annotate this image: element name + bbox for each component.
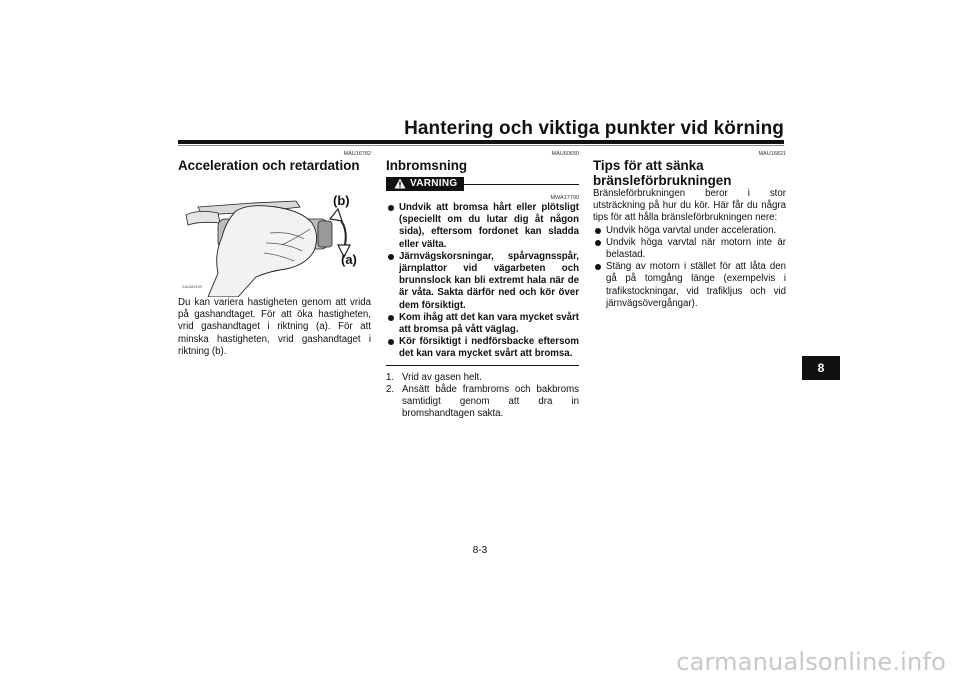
column-fuel-tips <box>593 150 786 310</box>
figure-code: ZAUM4199 <box>182 284 203 289</box>
header-rule-thin <box>178 145 784 146</box>
header-rule <box>178 140 784 144</box>
section-heading-braking: Inbromsning <box>386 158 468 173</box>
list-item: 1. Vrid av gasen helt. <box>386 371 482 383</box>
list-item: Undvik höga varvtal under acceleration. <box>593 225 786 237</box>
warning-code: MWA17790 <box>550 195 579 201</box>
section-code: MAU60650 <box>551 151 579 157</box>
bullet-icon <box>388 205 394 211</box>
acceleration-text: Du kan variera hastigheten genom att vrida på gashandtaget. För att öka hastigheten, vrid gashandtaget i riktning (a). För att minska hastigheten, vrid gashandtaget i riktning (b). <box>178 297 371 357</box>
bullet-icon <box>595 240 601 246</box>
section-heading-acceleration: Acceleration och retardation <box>178 158 360 173</box>
list-item: Undvik höga varvtal när motorn inte är belastad. <box>593 237 786 261</box>
list-item: Järnvägskorsningar, spårvagnsspår, järnplattor vid vägarbeten och brunnslock kan bli extremt hala när de är våta. Sakta därför ned och kör över dem försiktigt. <box>386 251 579 312</box>
bullet-icon <box>388 254 394 260</box>
bullet-icon <box>595 264 601 270</box>
warning-triangle-icon <box>394 178 406 189</box>
watermark: carmanualsonline.info <box>676 648 946 676</box>
list-item: Kör försiktigt i nedförsbacke eftersom det kan vara mycket svårt att bromsa. <box>386 336 579 360</box>
chapter-tab: 8 <box>802 356 840 380</box>
throttle-illustration <box>178 185 371 297</box>
bullet-icon <box>388 315 394 321</box>
column-acceleration <box>178 150 371 358</box>
section-code: MAU16782 <box>343 151 371 157</box>
warning-label: VARNING <box>410 178 458 189</box>
section-heading-fuel: Tips för att sänka bränsleförbrukningen <box>593 158 732 188</box>
list-item: 2. Ansätt både frambroms och bakbroms samtidigt genom att dra in bromshandtagen sakta. <box>386 383 579 420</box>
direction-label-a: (a) <box>341 252 357 267</box>
page-number: 8-3 <box>472 545 488 556</box>
list-item: Stäng av motorn i stället för att låta den gå på tomgång länge (exempelvis i trafikstockningar, vid trafikljus och vid järnvägsövergångar). <box>593 261 786 310</box>
bullet-icon <box>595 228 601 234</box>
warning-end-rule <box>386 365 579 366</box>
section-code: MAU16821 <box>758 151 786 157</box>
direction-label-b: (b) <box>333 193 350 208</box>
column-braking <box>386 150 579 420</box>
page-title: Hantering och viktiga punkter vid körning <box>404 118 784 139</box>
warning-list <box>386 202 579 361</box>
fuel-tips-list <box>593 225 786 310</box>
list-item: Kom ihåg att det kan vara mycket svårt att bromsa på vått väglag. <box>386 312 579 336</box>
list-item: Undvik att bromsa hårt eller plötsligt (speciellt om du lutar dig åt någon sida), eftersom fordonet kan sladda eller välta. <box>386 202 579 251</box>
fuel-intro-text: Bränsleförbrukningen beror i stor utsträckning på hur du kör. Här får du några tips för att hålla bränsleförbrukningen nere: <box>593 188 786 224</box>
bullet-icon <box>388 339 394 345</box>
braking-steps <box>386 372 579 421</box>
warning-banner <box>386 177 579 191</box>
